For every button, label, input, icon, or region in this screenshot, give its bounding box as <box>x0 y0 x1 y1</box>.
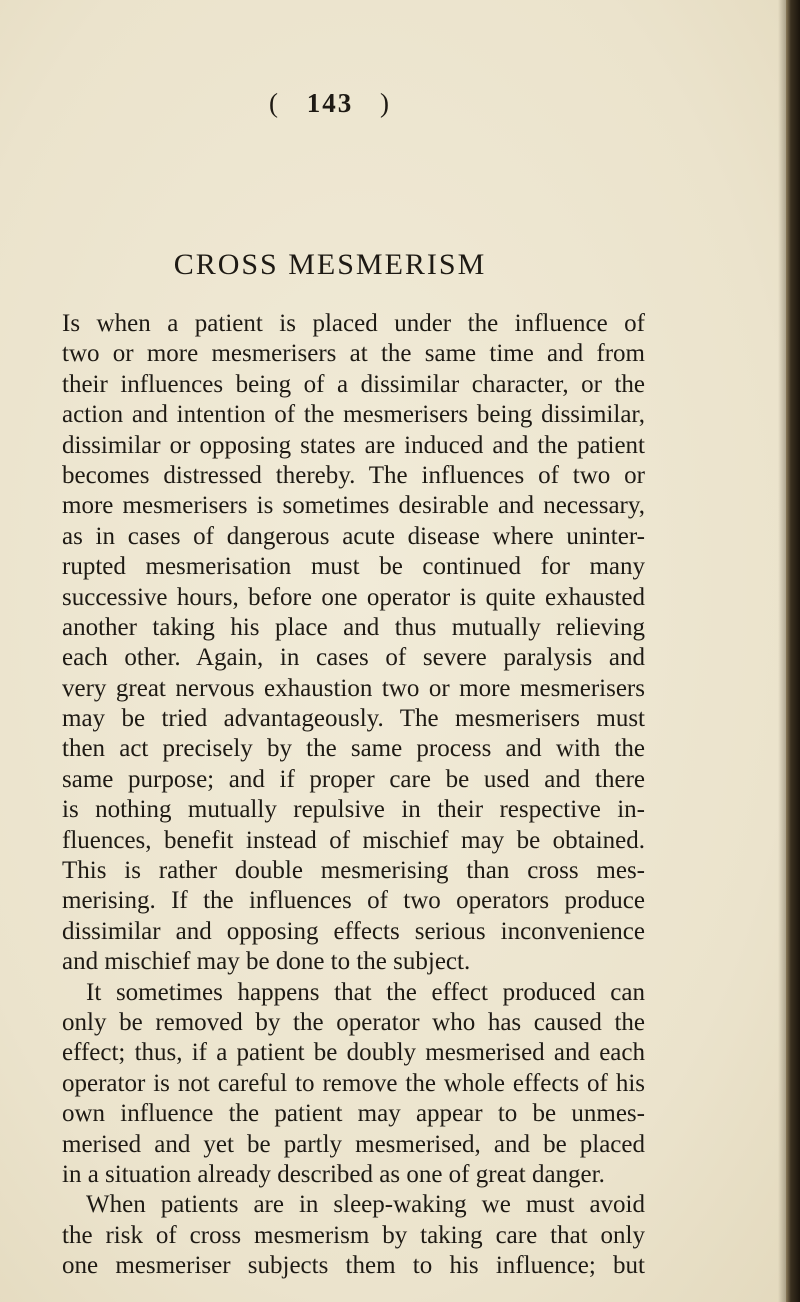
text-line: becomes distressed thereby. The influences of two or <box>62 461 645 489</box>
page-number-open-paren: ( <box>269 88 280 118</box>
page-gutter-shadow <box>778 0 786 1302</box>
text-line: another taking his place and thus mutually relieving <box>62 613 645 641</box>
text-line: only be removed by the operator who has caused the <box>62 1008 645 1036</box>
text-line: two or more mesmerisers at the same time and from <box>62 340 645 368</box>
text-line: own influence the patient may appear to be unmes- <box>62 1100 645 1128</box>
text-line: fluences, benefit instead of mischief may be obtained. <box>62 826 645 854</box>
text-line: may be tried advantageously. The mesmerisers must <box>62 705 645 733</box>
text-line: Is when a patient is placed under the influence of <box>62 310 645 337</box>
text-line: each other. Again, in cases of severe paralysis and <box>62 644 645 672</box>
text-line: and mischief may be done to the subject. <box>62 948 471 976</box>
text-line: operator is not careful to remove the whole effects of his <box>62 1069 645 1097</box>
text-line: effect; thus, if a patient be doubly mesmerised and each <box>62 1039 645 1067</box>
text-line: rupted mesmerisation must be continued for many <box>62 553 645 581</box>
text-line: This is rather double mesmerising than cross mes- <box>62 857 645 885</box>
text-line: same purpose; and if proper care be used and there <box>62 765 645 793</box>
text-line: then act precisely by the same process and with the <box>62 735 645 763</box>
text-line: the risk of cross mesmerism by taking care that only <box>62 1221 645 1249</box>
text-line: merising. If the influences of two operators produce <box>62 887 645 915</box>
text-line: It sometimes happens that the effect produced can <box>86 978 645 1006</box>
page-number <box>0 88 660 119</box>
text-line: merised and yet be partly mesmerised, and be placed <box>62 1130 645 1158</box>
text-line: more mesmerisers is sometimes desirable and necessary, <box>62 492 645 520</box>
text-line: dissimilar or opposing states are induced and the patient <box>62 431 645 459</box>
text-line: very great nervous exhaustion two or more mesmerisers <box>62 674 645 702</box>
text-line: dissimilar and opposing effects serious inconvenience <box>62 917 645 945</box>
text-line: When patients are in sleep-waking we must avoid <box>86 1191 645 1219</box>
text-line: as in cases of dangerous acute disease where uninter- <box>62 522 645 550</box>
text-line: their influences being of a dissimilar character, or the <box>62 370 645 398</box>
text-line: is nothing mutually repulsive in their respective in- <box>62 796 645 824</box>
page-number-close-paren: ) <box>380 88 391 118</box>
chapter-title: CROSS MESMERISM <box>173 248 487 281</box>
text-line: one mesmeriser subjects them to his influence; but <box>62 1252 645 1280</box>
text-line: successive hours, before one operator is quite exhausted <box>62 583 645 611</box>
page-number-value: 143 <box>306 88 354 118</box>
book-spine <box>786 0 800 1302</box>
text-line: action and intention of the mesmerisers being dissimilar, <box>62 401 645 429</box>
body-text <box>62 309 645 1282</box>
text-line: in a situation already described as one of great danger. <box>62 1160 605 1188</box>
